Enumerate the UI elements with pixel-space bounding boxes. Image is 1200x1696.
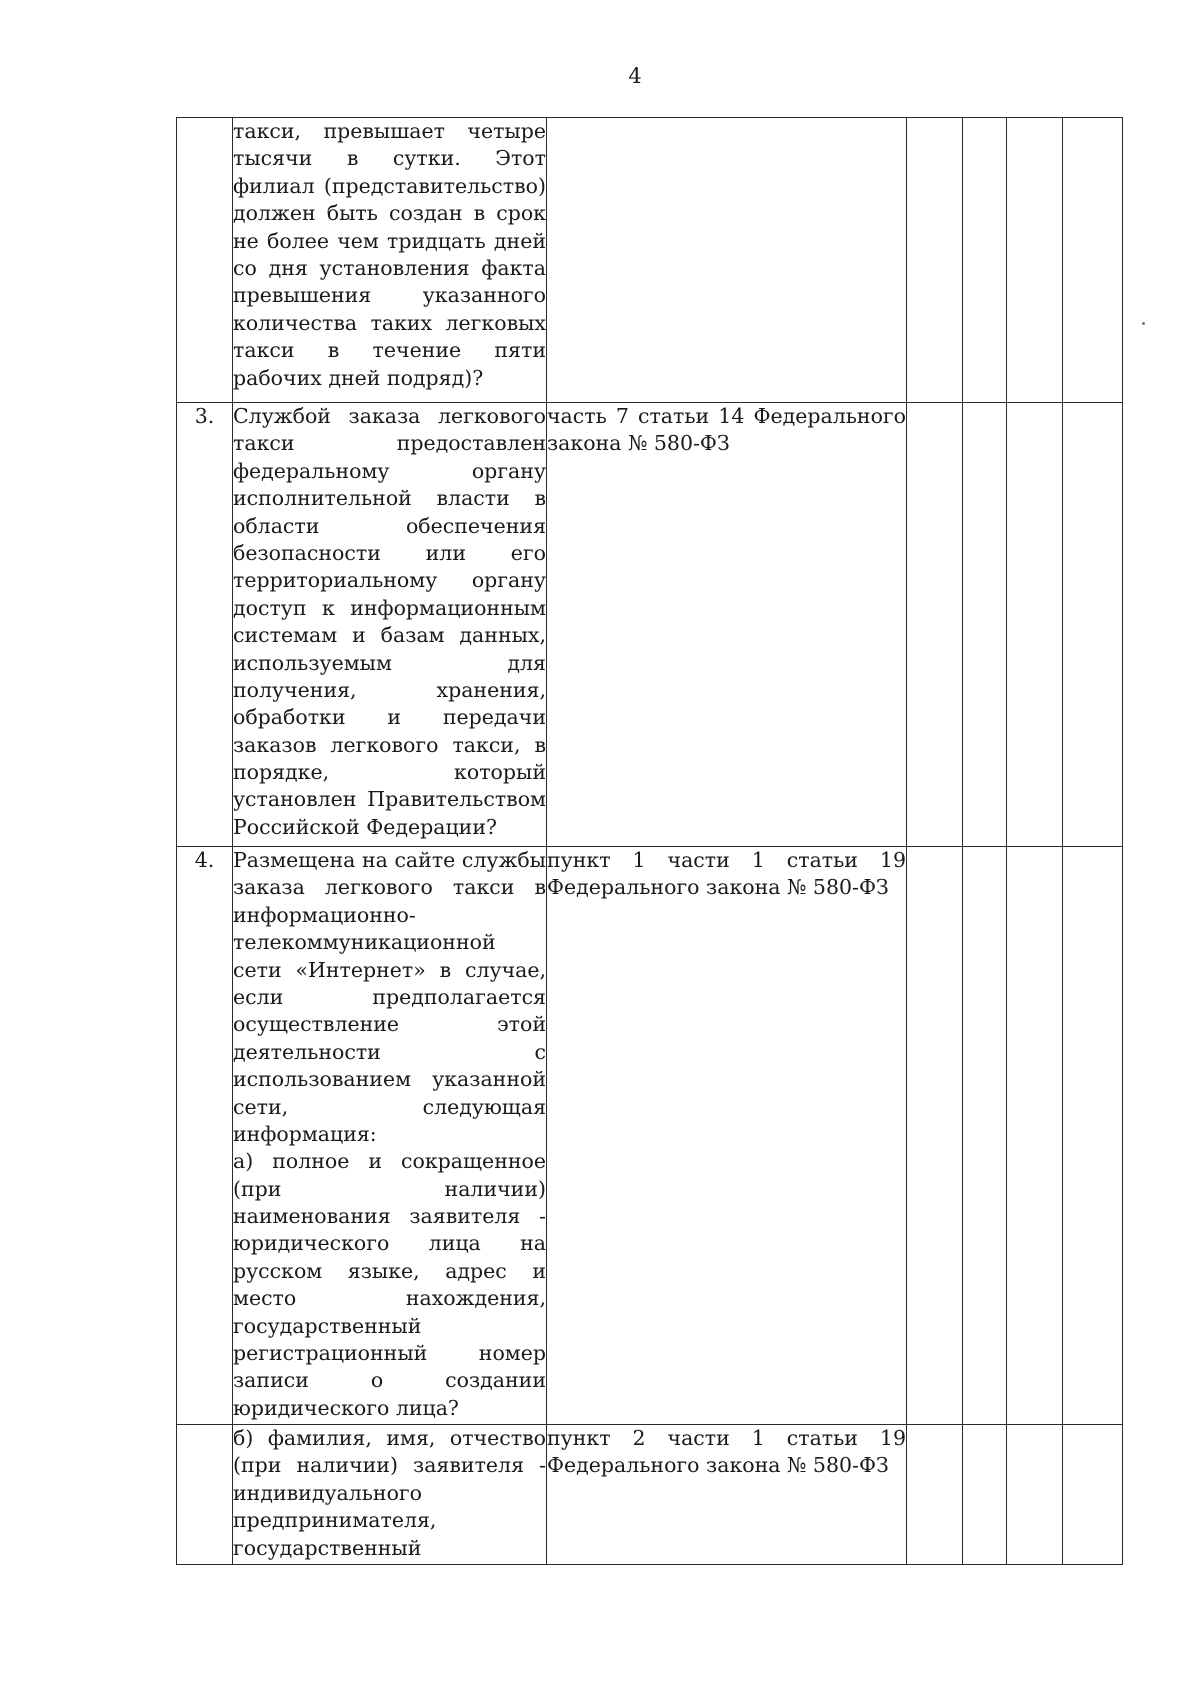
answer-yes-cell — [907, 847, 963, 1425]
question-line: порядке, который — [233, 760, 546, 785]
row-number: 3. — [177, 403, 233, 847]
question-line: юридического лица на — [233, 1231, 546, 1256]
scan-speck — [1142, 322, 1145, 325]
note-cell — [1063, 847, 1123, 1425]
question-line: территориальному органу — [233, 568, 546, 593]
row-number — [177, 1425, 233, 1565]
answer-na-cell — [1007, 847, 1063, 1425]
question-line: доступ к информационным — [233, 595, 546, 620]
answer-no-cell — [963, 1425, 1007, 1565]
table-row — [177, 403, 1123, 847]
basis-line: пункт 1 части 1 статьи 19 — [547, 848, 906, 872]
question-line: Размещена на сайте службы — [233, 848, 546, 872]
question-line: а) полное и сокращенное — [233, 1149, 546, 1174]
answer-yes-cell — [907, 403, 963, 847]
question-line: заказа легкового такси в — [233, 875, 546, 900]
question-cell — [233, 403, 547, 847]
question-line: Службой заказа легкового — [233, 404, 546, 428]
basis-line: закона № 580-ФЗ — [547, 431, 730, 456]
question-line: осуществление этой — [233, 1012, 546, 1037]
question-cell — [233, 847, 547, 1425]
question-line: использованием указанной — [233, 1067, 546, 1092]
question-line: наименования заявителя - — [233, 1204, 546, 1229]
question-line: тысячи в сутки. Этот — [233, 146, 546, 171]
question-line: информационно- — [233, 902, 416, 927]
question-line: не более чем тридцать дней — [233, 228, 546, 253]
answer-yes-cell — [907, 1425, 963, 1565]
question-line: превышения указанного — [233, 283, 546, 308]
question-line: юридического лица? — [233, 1395, 459, 1420]
table-row — [177, 1425, 1123, 1565]
page-number: 4 — [628, 64, 642, 88]
legal-basis-cell — [547, 847, 907, 1425]
question-cell — [233, 118, 547, 403]
question-line: сети «Интернет» в случае, — [233, 957, 546, 982]
row-number — [177, 118, 233, 403]
question-line: записи о создании — [233, 1368, 546, 1393]
basis-line: Федерального закона № 580-ФЗ — [547, 1453, 889, 1478]
legal-basis-cell — [547, 1425, 907, 1565]
question-line: русском языке, адрес и — [233, 1258, 546, 1283]
question-line: государственный — [233, 1313, 422, 1338]
question-line: сети, следующая — [233, 1094, 546, 1119]
answer-no-cell — [963, 847, 1007, 1425]
question-line: если предполагается — [233, 984, 546, 1009]
question-line: Российской Федерации? — [233, 814, 497, 839]
question-line: (при наличии) — [233, 1176, 546, 1201]
basis-line: Федерального закона № 580-ФЗ — [547, 875, 889, 900]
question-line: государственный — [233, 1535, 422, 1560]
table-row — [177, 118, 1123, 403]
row-number: 4. — [177, 847, 233, 1425]
answer-no-cell — [963, 403, 1007, 847]
basis-line: часть 7 статьи 14 Федерального — [547, 404, 906, 428]
note-cell — [1063, 1425, 1123, 1565]
question-line: количества таких легковых — [233, 310, 546, 335]
table-row — [177, 847, 1123, 1425]
question-line: со дня установления факта — [233, 255, 546, 280]
legal-basis-cell — [547, 118, 907, 403]
question-line: такси предоставлен — [233, 431, 546, 456]
question-line: индивидуального — [233, 1480, 422, 1505]
question-line: безопасности или его — [233, 540, 546, 565]
legal-basis-cell — [547, 403, 907, 847]
question-line: б) фамилия, имя, отчество — [233, 1426, 546, 1450]
question-line: системам и базам данных, — [233, 623, 546, 648]
question-line: место нахождения, — [233, 1286, 546, 1311]
question-line: области обеспечения — [233, 513, 546, 538]
question-line: информация: — [233, 1121, 377, 1146]
question-line: такси в течение пяти — [233, 338, 546, 363]
basis-line: пункт 2 части 1 статьи 19 — [547, 1426, 906, 1450]
question-line: телекоммуникационной — [233, 930, 496, 955]
question-line: заказов легкового такси, в — [233, 732, 546, 757]
answer-na-cell — [1007, 403, 1063, 847]
question-line: федеральному органу — [233, 458, 546, 483]
question-line: филиал (представительство) — [233, 173, 546, 198]
note-cell — [1063, 403, 1123, 847]
answer-no-cell — [963, 118, 1007, 403]
question-line: деятельности с — [233, 1039, 546, 1064]
question-cell — [233, 1425, 547, 1565]
question-line: предпринимателя, — [233, 1508, 437, 1533]
note-cell — [1063, 118, 1123, 403]
question-line: обработки и передачи — [233, 705, 546, 730]
question-line: установлен Правительством — [233, 787, 546, 812]
answer-yes-cell — [907, 118, 963, 403]
answer-na-cell — [1007, 118, 1063, 403]
answer-na-cell — [1007, 1425, 1063, 1565]
checklist-table — [176, 117, 1123, 1565]
question-line: исполнительной власти в — [233, 486, 546, 511]
question-line: получения, хранения, — [233, 677, 546, 702]
question-line: используемым для — [233, 650, 546, 675]
question-line: регистрационный номер — [233, 1341, 546, 1366]
question-line: рабочих дней подряд)? — [233, 365, 484, 390]
question-line: (при наличии) заявителя - — [233, 1453, 546, 1478]
question-line: такси, превышает четыре — [233, 119, 546, 143]
question-line: должен быть создан в срок — [233, 201, 546, 226]
